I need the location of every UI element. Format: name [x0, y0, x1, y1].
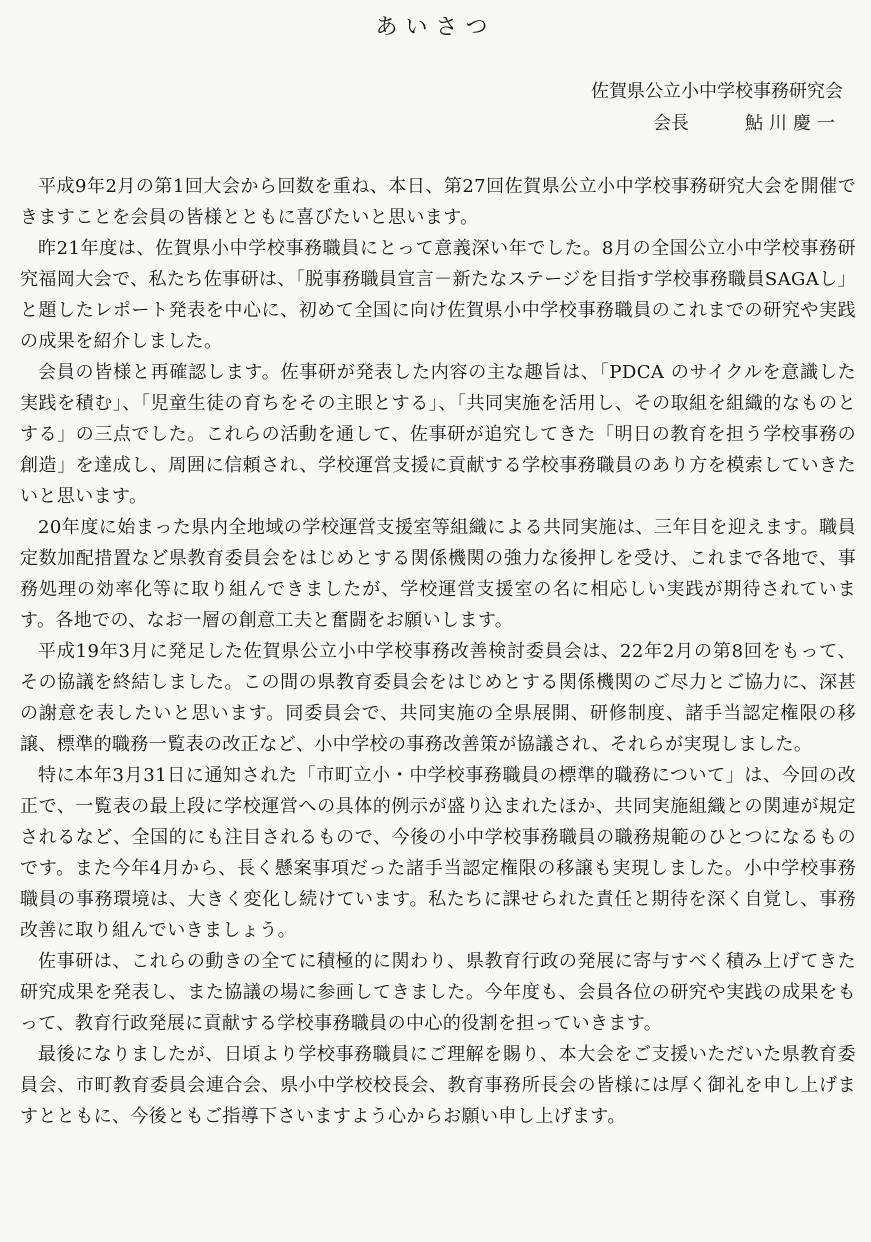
paragraph: 佐事研は、これらの動きの全てに積極的に関わり、県教育行政の発展に寄与すべく積み上げてきた研究成果を発表し、また協議の場に参画してきました。今年度も、会員各位の研究や実践の成果をもって、教育行政発展に貢献する学校事務職員の中心的役割を担っていきます。 [20, 951, 856, 1034]
paragraph: 平成9年2月の第1回大会から回数を重ね、本日、第27回佐賀県公立小中学校事務研究大会を開催できますことを会員の皆様とともに喜びたいと思います。 [20, 176, 856, 228]
paragraph: 最後になりましたが、日頃より学校事務職員にご理解を賜り、本大会をご支援いただいた県教育委員会、市町教育委員会連合会、県小中学校校長会、教育事務所長会の皆様には厚く御礼を申し上げますとともに、今後ともご指導下さいますよう心からお願い申し上げます。 [20, 1044, 856, 1127]
paragraph: 昨21年度は、佐賀県小中学校事務職員にとって意義深い年でした。8月の全国公立小中学校事務研究福岡大会で、私たち佐事研は、「脱事務職員宣言－新たなステージを目指す学校事務職員SAGAし」と題したレポート発表を中心に、初めて全国に向け佐賀県小中学校事務職員のこれまでの研究や実践の成果を紹介しました。 [20, 238, 856, 352]
page-title: あいさつ [375, 15, 496, 40]
paragraph: 20年度に始まった県内全地域の学校運営支援室等組織による共同実施は、三年目を迎えます。職員定数加配措置など県教育委員会をはじめとする関係機関の強力な後押しを受け、これまで各地で、事務処理の効率化等に取り組んできましたが、学校運営支援室の名に相応しい実践が期待されています。各地での、なお一層の創意工夫と奮闘をお願いします。 [20, 517, 856, 631]
greeting-body [20, 171, 856, 1132]
paragraph: 会員の皆様と再確認します。佐事研が発表した内容の主な趣旨は、「PDCA のサイクルを意識した実践を積む」、「児童生徒の育ちをその主眼とする」、「共同実施を活用し、その取組を組織的なものとする」の三点でした。これらの活動を通して、佐事研が追究してきた「明日の教育を担う学校事務の創造」を達成し、周囲に信頼され、学校運営支援に貢献する学校事務職員のあり方を模索していきたいと思います。 [20, 362, 856, 507]
author-name: 鮎川慶一 [745, 113, 841, 134]
paragraph: 特に本年3月31日に通知された「市町立小・中学校事務職員の標準的職務について」は、今回の改正で、一覧表の最上段に学校運営への具体的例示が盛り込まれたほか、共同実施組織との関連が規定されるなど、全国的にも注目されるもので、今後の小中学校事務職員の職務規範のひとつになるものです。また今年4月から、長く懸案事項だった諸手当認定権限の移譲も実現しました。小中学校事務職員の事務環境は、大きく変化し続けています。私たちに課せられた責任と期待を深く自覚し、事務改善に取り組んでいきましょう。 [20, 765, 856, 941]
organization-name: 佐賀県公立小中学校事務研究会 [591, 81, 843, 102]
author-block [591, 76, 843, 140]
author-line [591, 108, 843, 140]
author-position: 会長 [653, 113, 689, 134]
paragraph: 平成19年3月に発足した佐賀県公立小中学校事務改善検討委員会は、22年2月の第8回をもって、その協議を終結しました。この間の県教育委員会をはじめとする関係機関のご尽力とご協力に、深甚の謝意を表したいと思います。同委員会で、共同実施の全県展開、研修制度、諸手当認定権限の移譲、標準的職務一覧表の改正など、小中学校の事務改善策が協議され、それらが実現しました。 [20, 641, 856, 755]
